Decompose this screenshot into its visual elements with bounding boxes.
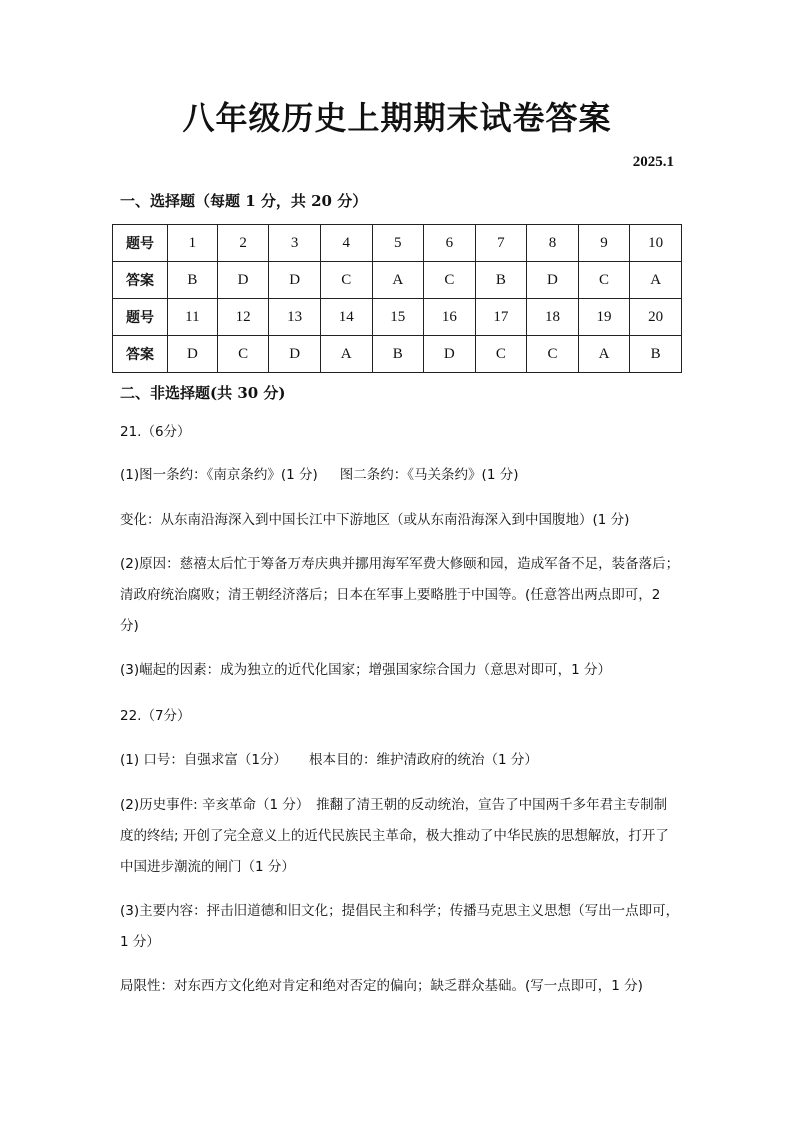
table-cell: 16 (424, 299, 476, 336)
q21-title: 21.（6分） (120, 424, 191, 440)
table-cell: 11 (168, 299, 218, 336)
row-label: 答案 (113, 336, 168, 373)
q22-part1 (120, 745, 680, 776)
table-cell: C (475, 336, 527, 373)
table-cell: B (630, 336, 682, 373)
table-row (113, 225, 682, 262)
q22-title: 22.（7分） (120, 708, 191, 724)
table-cell: 6 (424, 225, 476, 262)
table-cell: D (168, 336, 218, 373)
table-cell: B (372, 336, 424, 373)
table-cell: 18 (527, 299, 579, 336)
q21-part1-treaty2: 图二条约：《马关条约》(1 分) (339, 467, 519, 483)
table-cell: B (168, 262, 218, 299)
table-cell: C (320, 262, 372, 299)
table-cell: C (527, 336, 579, 373)
table-cell: 12 (217, 299, 269, 336)
table-cell: 20 (630, 299, 682, 336)
q22-part3: (3)主要内容：抨击旧道德和旧文化；提倡民主和科学；传播马克思主义思想（写出一点即可，1 分） (120, 903, 680, 950)
table-cell: 10 (630, 225, 682, 262)
table-cell: 2 (217, 225, 269, 262)
table-cell: 19 (578, 299, 630, 336)
page-title: 八年级历史上期期末试卷答案 (182, 99, 612, 137)
table-cell: 13 (269, 299, 321, 336)
exam-date: 2025.1 (632, 154, 674, 170)
row-label: 答案 (113, 262, 168, 299)
q21-part1 (120, 460, 680, 491)
table-row (113, 299, 682, 336)
table-cell: D (269, 336, 321, 373)
q22-part1-slogan: (1) 口号：自强求富（1分） (120, 752, 288, 768)
table-cell: D (217, 262, 269, 299)
q21-change: 变化：从东南沿海深入到中国长江中下游地区（或从东南沿海深入到中国腹地）(1 分) (120, 512, 630, 528)
table-cell: 4 (320, 225, 372, 262)
table-cell: A (372, 262, 424, 299)
table-cell: D (424, 336, 476, 373)
table-cell: 5 (372, 225, 424, 262)
table-cell: A (320, 336, 372, 373)
table-cell: 7 (475, 225, 527, 262)
q21-part3: (3)崛起的因素：成为独立的近代化国家；增强国家综合国力（意思对即可，1 分） (120, 662, 612, 678)
q22-limitation: 局限性：对东西方文化绝对肯定和绝对否定的偏向；缺乏群众基础。(写一点即可，1 分) (120, 978, 643, 994)
table-cell: D (269, 262, 321, 299)
section2-heading: 二、非选择题(共 30 分) (120, 384, 286, 402)
q22-part1-purpose: 根本目的：维护清政府的统治（1 分） (309, 752, 538, 768)
section1-heading: 一、选择题（每题 1 分，共 20 分） (120, 192, 368, 210)
q21-part2: (2)原因：慈禧太后忙于筹备万寿庆典并挪用海军军费大修颐和园，造成军备不足，装备落后；清政府统治腐败；清王朝经济落后；日本在军事上要略胜于中国等。(任意答出两点即可，2 分) (120, 556, 680, 634)
table-cell: 9 (578, 225, 630, 262)
row-label: 题号 (113, 225, 168, 262)
answer-table (112, 224, 682, 373)
row-label: 题号 (113, 299, 168, 336)
table-row (113, 262, 682, 299)
table-cell: C (424, 262, 476, 299)
q22-part2: (2)历史事件: 辛亥革命（1 分） 推翻了清王朝的反动统治，宣告了中国两千多年君主专制制度的终结; 开创了完全意义上的近代民族民主革命，极大推动了中华民族的思想解放，打开了中国进步潮流的闸门（1 分） (120, 797, 669, 875)
table-cell: 17 (475, 299, 527, 336)
table-cell: D (527, 262, 579, 299)
table-cell: B (475, 262, 527, 299)
table-row (113, 336, 682, 373)
table-cell: 3 (269, 225, 321, 262)
q21-part1-treaty1: (1)图一条约：《南京条约》(1 分) (120, 467, 318, 483)
table-cell: C (217, 336, 269, 373)
table-cell: 8 (527, 225, 579, 262)
table-cell: 15 (372, 299, 424, 336)
table-cell: A (578, 336, 630, 373)
table-cell: C (578, 262, 630, 299)
table-cell: A (630, 262, 682, 299)
table-cell: 1 (168, 225, 218, 262)
table-cell: 14 (320, 299, 372, 336)
